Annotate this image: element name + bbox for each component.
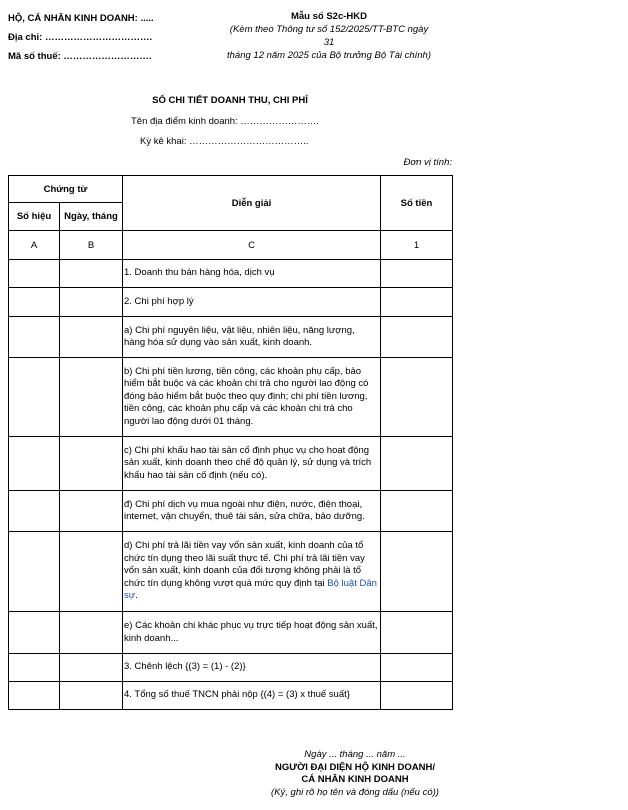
description-cell: c) Chi phí khấu hao tài sản cố định phục vụ cho hoạt động sản xuất, kinh doanh theo chế độ quản lý, sử dụng và trích khấu hao tài sản cố định (nếu có). (123, 437, 381, 491)
voucher-number-cell (9, 612, 60, 654)
sign-note: (Ký, ghi rõ họ tên và đóng dấu (nếu có)) (271, 786, 439, 798)
voucher-date-cell (60, 437, 123, 491)
description-cell: 4. Tổng số thuế TNCN phải nộp {(4) = (3) x thuế suất} (123, 682, 381, 710)
code-number: A (9, 231, 60, 260)
table-row (9, 654, 453, 682)
header-left (8, 9, 154, 66)
civil-code-link[interactable]: Bộ luật Dân sự (124, 577, 377, 602)
code-amount: 1 (381, 231, 453, 260)
signer-title-line2: CÁ NHÂN KINH DOANH (301, 774, 409, 785)
voucher-number-cell (9, 682, 60, 710)
voucher-number-cell (9, 358, 60, 437)
address-label: Địa chỉ: ……………………………. (8, 32, 153, 43)
description-cell: đ) Chi phí dịch vụ mua ngoài như điện, nước, điện thoại, internet, vận chuyển, thuê tài sản, sửa chữa, bảo dưỡng. (123, 491, 381, 532)
description-tail: . (135, 590, 138, 602)
amount-header: Số tiền (381, 176, 453, 231)
table-row (9, 612, 453, 654)
voucher-number-cell (9, 317, 60, 358)
voucher-number-cell (9, 288, 60, 317)
declaration-period-line: Kỳ kê khai: ……………………………….. (140, 136, 309, 147)
voucher-date-cell (60, 532, 123, 612)
table-row (9, 260, 453, 288)
amount-cell (381, 260, 453, 288)
voucher-date-cell (60, 317, 123, 358)
amount-cell (381, 654, 453, 682)
signature-block (230, 749, 480, 799)
description-cell (123, 532, 381, 612)
form-code: Mẫu số S2c-HKD (290, 11, 367, 22)
unit-label: Đơn vị tính: (403, 157, 452, 168)
header-right (224, 10, 434, 62)
code-date: B (60, 231, 123, 260)
voucher-number-cell (9, 437, 60, 491)
description-text: d) Chi phí trả lãi tiền vay vốn sản xuất, kinh doanh của tổ chức tín dụng theo lãi suất thực tế. Chi phí trả lãi tiền vay vốn sản xuất, kinh doanh của đối tượng không phải là tổ chức tín dụng không vượt quá mức quy định tại (124, 540, 365, 589)
description-cell: 1. Doanh thu bán hàng hóa, dịch vụ (123, 260, 381, 288)
signer-title-line1: NGƯỜI ĐẠI DIỆN HỘ KINH DOANH/ (274, 761, 436, 773)
ledger-table (8, 175, 453, 710)
voucher-date-cell (60, 612, 123, 654)
voucher-date-cell (60, 260, 123, 288)
description-cell: a) Chi phí nguyên liệu, vật liệu, nhiên liệu, năng lượng, hàng hóa sử dụng vào sản xuất, kinh doanh. (123, 317, 381, 358)
description-cell: b) Chi phí tiền lương, tiền công, các khoản phụ cấp, bảo hiểm bắt buộc và các khoản chi trả cho người lao động có đóng bảo hiểm bắt buộc theo quy định; chi phí tiền lương, tiền công, các khoản phụ cấp và các khoản chi trả cho người lao động dưới 01 tháng. (123, 358, 381, 437)
date-header: Ngày, tháng (60, 203, 123, 231)
voucher-date-cell (60, 358, 123, 437)
document-title: SỔ CHI TIẾT DOANH THU, CHI PHÍ (152, 95, 308, 106)
amount-cell (381, 317, 453, 358)
table-row (9, 437, 453, 491)
voucher-date-cell (60, 491, 123, 532)
voucher-number-cell (9, 491, 60, 532)
table-row (9, 358, 453, 437)
household-label: HỘ, CÁ NHÂN KINH DOANH: ..... (8, 13, 154, 24)
voucher-number-cell (9, 654, 60, 682)
table-row (9, 682, 453, 710)
form-note-line1: (Kèm theo Thông tư số 152/2025/TT-BTC ngày 31 (229, 24, 429, 48)
table-row (9, 317, 453, 358)
voucher-date-cell (60, 654, 123, 682)
amount-cell (381, 612, 453, 654)
tax-code-label: Mã số thuế: ………………………. (8, 51, 152, 62)
sign-date: Ngày ... tháng ... năm ... (304, 749, 406, 760)
business-place-line: Tên địa điểm kinh doanh: ……………………. (131, 116, 319, 127)
amount-cell (381, 532, 453, 612)
voucher-header: Chứng từ (9, 176, 123, 203)
code-row (9, 231, 453, 260)
header-row (9, 176, 453, 203)
table-row (9, 491, 453, 532)
code-description: C (123, 231, 381, 260)
form-note-line2: tháng 12 năm 2025 của Bộ trưởng Bộ Tài chính) (227, 50, 431, 61)
amount-cell (381, 682, 453, 710)
table-row (9, 532, 453, 612)
amount-cell (381, 437, 453, 491)
description-cell: 2. Chi phí hợp lý (123, 288, 381, 317)
voucher-number-cell (9, 260, 60, 288)
voucher-date-cell (60, 288, 123, 317)
voucher-date-cell (60, 682, 123, 710)
description-cell: e) Các khoản chi khác phục vụ trực tiếp hoạt động sản xuất, kinh doanh... (123, 612, 381, 654)
table-row (9, 288, 453, 317)
number-header: Số hiệu (9, 203, 60, 231)
description-cell: 3. Chênh lệch {(3) = (1) - (2)} (123, 654, 381, 682)
amount-cell (381, 288, 453, 317)
description-header: Diễn giải (123, 176, 381, 231)
amount-cell (381, 358, 453, 437)
voucher-number-cell (9, 532, 60, 612)
amount-cell (381, 491, 453, 532)
